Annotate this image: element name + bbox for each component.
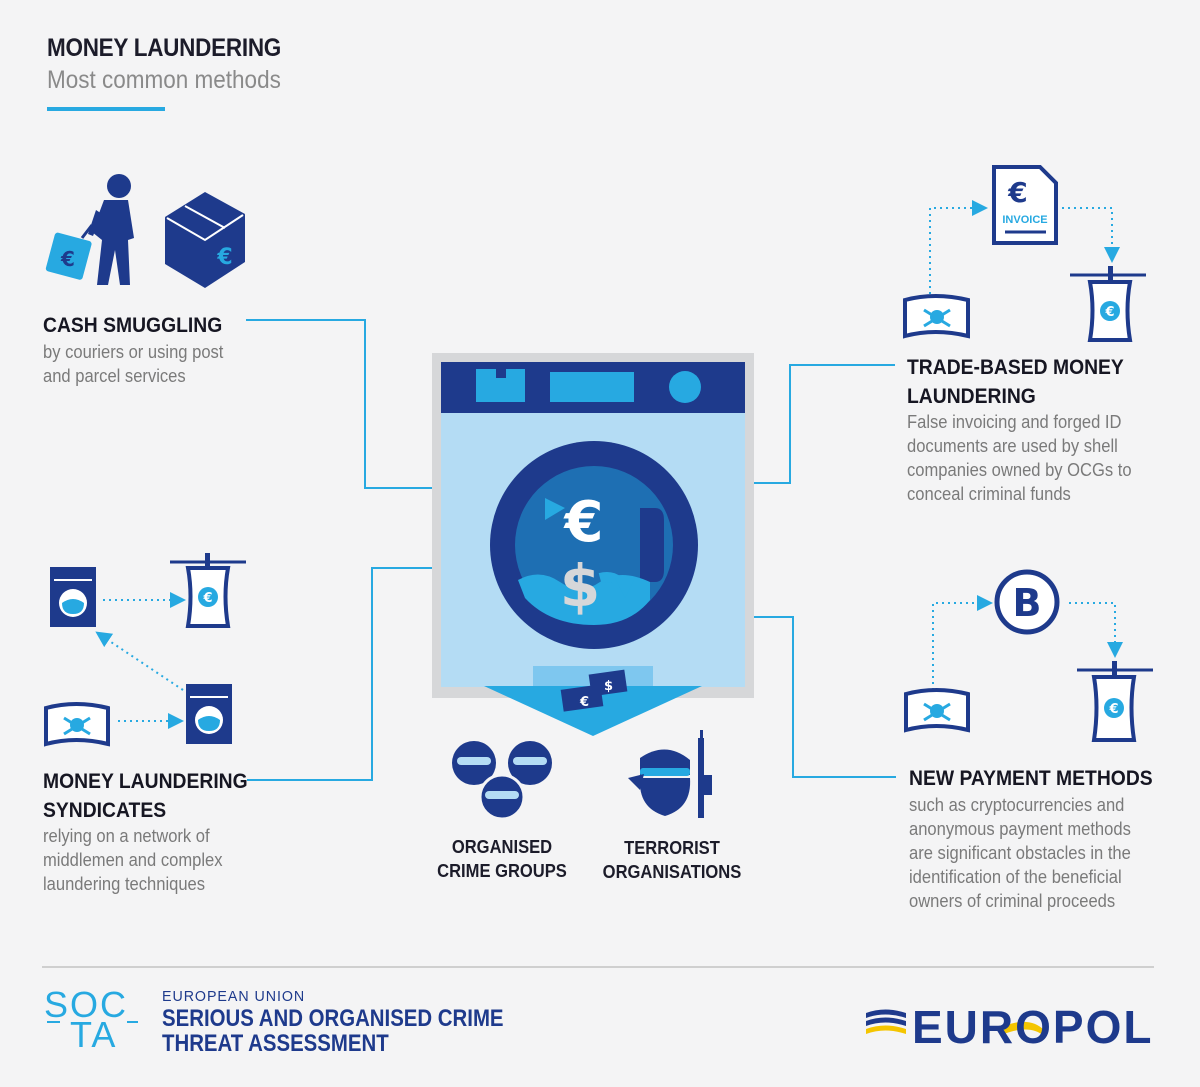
syndicate-washing-machine-icon-1	[50, 567, 96, 627]
syndicate-note-euro-symbol: €	[203, 591, 213, 606]
syndicates-desc-line: relying on a network of	[43, 826, 210, 846]
terrorist-label	[598, 836, 745, 884]
new-payment-desc-line: anonymous payment methods	[909, 819, 1131, 839]
terrorist-label-line: TERRORIST	[624, 838, 720, 858]
trade-based-heading	[907, 353, 1124, 411]
cash-smuggling-desc-line: and parcel services	[43, 366, 186, 386]
syndicate-dotted-arrows	[102, 600, 183, 721]
drum-dollar-symbol: $	[559, 552, 601, 620]
syndicate-banknote-skull-icon	[46, 704, 108, 744]
banknote-euro-icon	[1070, 266, 1146, 340]
syndicate-banknote-euro-icon	[170, 553, 246, 626]
syndicates-desc-line: middlemen and complex	[43, 850, 223, 870]
syndicates-heading-line: MONEY LAUNDERING	[43, 770, 248, 793]
new-payment-desc-line: are significant obstacles in the	[909, 843, 1131, 863]
syndicates-desc	[43, 824, 223, 896]
trade-based-desc-line: companies owned by OCGs to	[907, 460, 1132, 480]
ocg-label-line: CRIME GROUPS	[437, 861, 567, 881]
payment-banknote-euro-icon	[1077, 661, 1153, 740]
luggage-euro-symbol: €	[61, 247, 75, 271]
europol-logo: EUROPOL	[912, 1001, 1154, 1053]
arrow-euro-note: €	[580, 695, 590, 710]
cash-smuggling-desc	[43, 340, 223, 388]
payment-note-euro-symbol: €	[1109, 702, 1119, 717]
drum-euro-symbol: €	[564, 490, 604, 555]
parcel-icon	[165, 192, 245, 288]
new-payment-desc-line: such as cryptocurrencies and	[909, 795, 1125, 815]
ocg-label	[428, 835, 575, 883]
trade-based-desc-line: documents are used by shell	[907, 436, 1118, 456]
socta-logo-top: SOC	[44, 984, 129, 1025]
masked-criminals-icon	[452, 741, 552, 819]
page-title: MONEY LAUNDERING	[47, 34, 282, 62]
footer-serious: SERIOUS AND ORGANISED CRIME	[162, 1005, 504, 1032]
bitcoin-symbol: B	[1012, 581, 1042, 625]
new-payment-desc-line: identification of the beneficial	[909, 867, 1122, 887]
payment-banknote-skull-icon	[906, 690, 968, 730]
trade-note-euro-symbol: €	[1105, 305, 1115, 320]
page-subtitle: Most common methods	[47, 66, 281, 94]
footer-eu: EUROPEAN UNION	[162, 988, 306, 1005]
syndicates-heading	[43, 767, 248, 825]
terrorist-icon	[628, 730, 712, 818]
parcel-euro-symbol: €	[217, 245, 233, 270]
arrow-dollar-note: $	[604, 679, 614, 694]
cash-smuggling-desc-line: by couriers or using post	[43, 342, 224, 362]
syndicates-heading-line: SYNDICATES	[43, 799, 167, 822]
new-payment-heading: NEW PAYMENT METHODS	[909, 767, 1153, 790]
terrorist-label-line: ORGANISATIONS	[602, 862, 742, 882]
trade-based-heading-line: TRADE-BASED MONEY	[907, 356, 1124, 379]
syndicates-desc-line: laundering techniques	[43, 874, 206, 894]
cash-smuggling-heading: CASH SMUGGLING	[43, 314, 223, 337]
banknote-skull-icon	[905, 296, 968, 336]
ocg-label-line: ORGANISED	[451, 837, 553, 857]
socta-logo-bottom: TA	[70, 1014, 118, 1055]
trade-based-heading-line: LAUNDERING	[907, 385, 1036, 408]
new-payment-desc-line: owners of criminal proceeds	[909, 891, 1116, 911]
footer-divider	[42, 966, 1154, 968]
footer-threat: THREAT ASSESSMENT	[162, 1030, 389, 1057]
courier-icon	[45, 174, 134, 285]
syndicate-washing-machine-icon-2	[186, 684, 232, 744]
trade-based-desc-line: conceal criminal funds	[907, 484, 1071, 504]
new-payment-desc	[909, 793, 1131, 913]
trade-based-desc	[907, 410, 1132, 506]
invoice-label: INVOICE	[1002, 214, 1048, 226]
trade-based-desc-line: False invoicing and forged ID	[907, 412, 1122, 432]
invoice-euro-symbol: €	[1008, 176, 1028, 209]
